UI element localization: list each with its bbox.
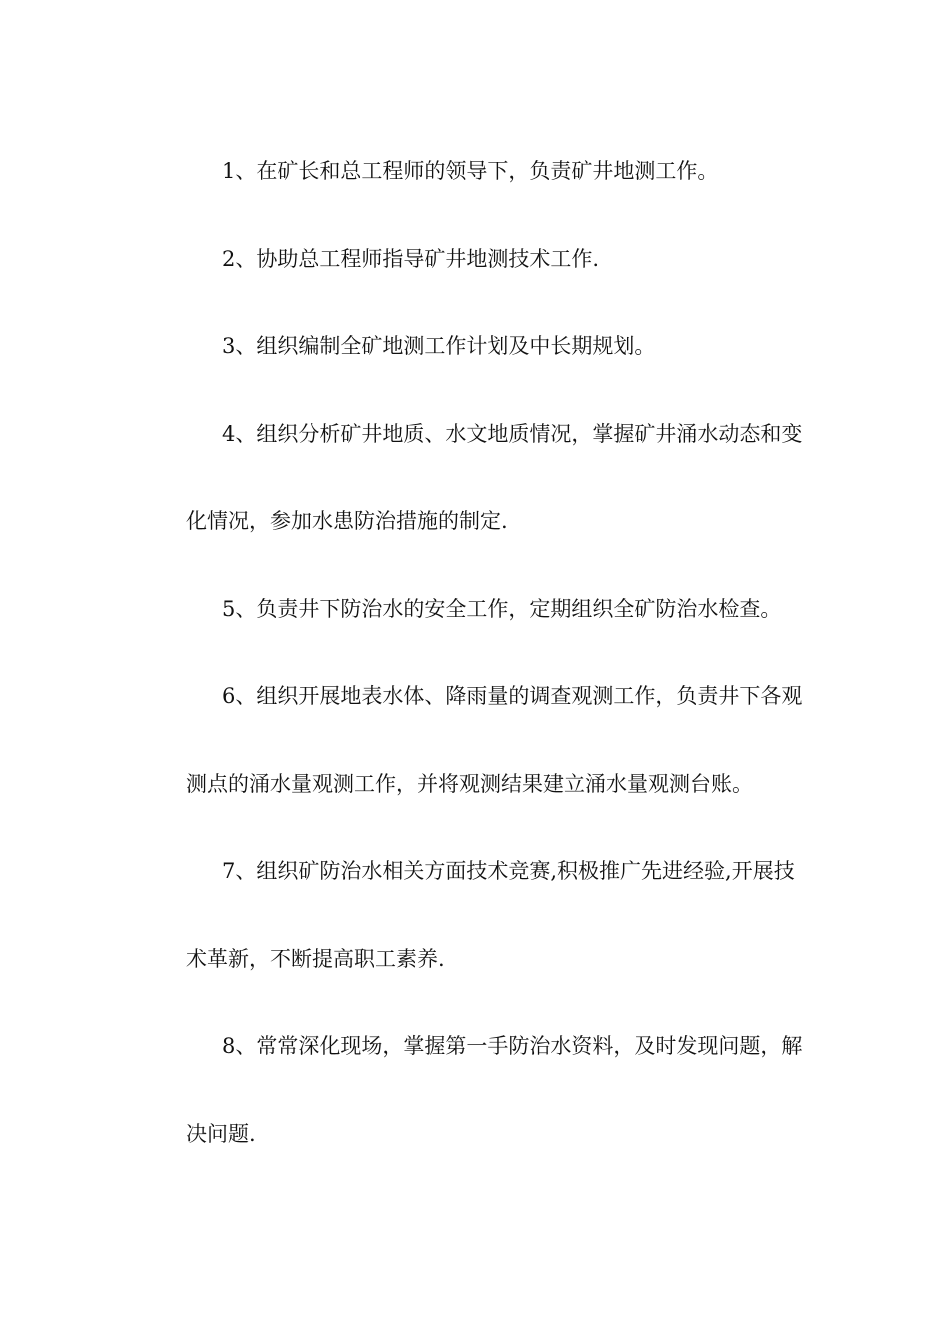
paragraph-1 [144, 128, 804, 216]
paragraph-5-line-1: 5、负责井下防治水的安全工作，定期组织全矿防治水检查。 [222, 596, 782, 621]
paragraph-5 [144, 566, 804, 654]
paragraph-8-line-1: 8、常常深化现场，掌握第一手防治水资料，及时发现问题，解 [222, 1034, 803, 1058]
paragraph-2 [144, 216, 804, 304]
paragraph-7-line-1: 7、组织矿防治水相关方面技术竞赛,积极推广先进经验,开展技 [222, 859, 795, 883]
paragraph-8-line-2: 决问题. [186, 1121, 256, 1146]
paragraph-3-line-1: 3、组织编制全矿地测工作计划及中长期规划。 [222, 334, 656, 358]
paragraph-1-line-1: 1、在矿长和总工程师的领导下，负责矿井地测工作。 [222, 159, 719, 183]
paragraph-4-line-2: 化情况，参加水患防治措施的制定. [186, 509, 508, 533]
paragraph-6-line-2: 测点的涌水量观测工作，并将观测结果建立涌水量观测台账。 [186, 771, 753, 796]
paragraph-6 [144, 653, 804, 828]
paragraph-6-line-1: 6、组织开展地表水体、降雨量的调查观测工作，负责井下各观 [222, 684, 803, 708]
paragraph-8 [144, 1003, 804, 1178]
paragraph-7 [144, 828, 804, 1003]
paragraph-4 [144, 391, 804, 566]
paragraph-7-line-2: 术革新，不断提高职工素养. [186, 946, 445, 971]
paragraph-4-line-1: 4、组织分析矿井地质、水文地质情况，掌握矿井涌水动态和变 [222, 421, 803, 446]
paragraph-3 [144, 303, 804, 391]
document-body [144, 128, 804, 1178]
paragraph-2-line-1: 2、协助总工程师指导矿井地测技术工作. [222, 246, 600, 271]
